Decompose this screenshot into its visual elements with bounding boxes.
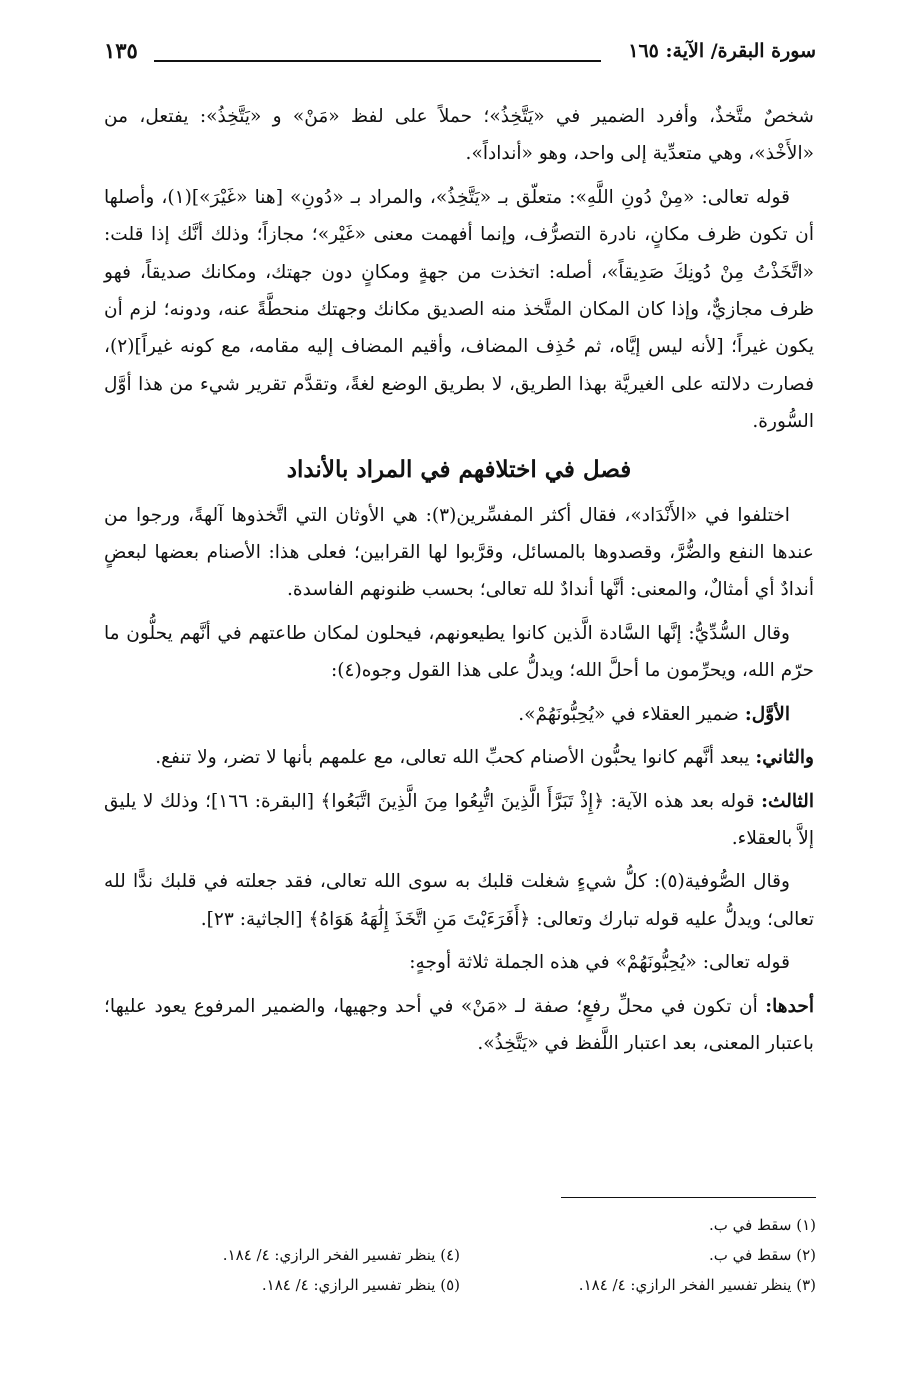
footnote-3: (٣) ينظر تفسير الفخر الرازي: ٤/ ١٨٤. <box>578 1276 816 1294</box>
paragraph-3: اختلفوا في «الأَنْدَاد»، فقال أكثر المفسِّرين(٣): هي الأوثان التي اتَّخذوها آلهةً، ورجوا من عندها النفع والضُّرَّ، وقصدوها بالمسائل، وقرَّبوا لها القرابين؛ فعلى هذا: الأصنام بعضها لبعضٍ أندادٌ أي أمثالٌ، والمعنى: أنَّها أندادٌ لله تعالى؛ بحسب ظنونهم الفاسدة. <box>104 504 814 601</box>
paragraph-9: قوله تعالى: «يُحِبُّونَهُمْ» في هذه الجملة ثلاثة أوجهٍ: <box>409 952 790 974</box>
footnote-separator <box>561 1197 816 1198</box>
paragraph-5-text: ضمير العقلاء في «يُحِبُّونَهُمْ». <box>518 703 739 725</box>
paragraph-7-lead: الثالث: <box>761 790 814 812</box>
paragraph-6-text: يبعد أنَّهم كانوا يحبُّون الأصنام كحبِّ الله تعالى، مع علمهم بأنها لا تضر، ولا تنفع. <box>155 747 750 769</box>
footnote-row-2 <box>104 1240 816 1270</box>
page-number: ١٣٥ <box>104 38 138 63</box>
paragraph-2: قوله تعالى: «مِنْ دُونِ اللَّهِ»: متعلّق بـ «يَتَّخِذُ»، والمراد بـ «دُونِ» [هنا «غَيْرَ»](١)، وأصلها أن تكون ظرف مكانٍ، نادرة التصرُّف، وإنما أفهمت معنى «غَيْر»؛ مجازاً؛ وذلك أنَّك إذا قلت: «اتَّخَذْتُ مِنْ دُونِكَ صَدِيقاً»، أصله: اتخذت من جهةٍ ومكانٍ دون جهتك، ومكانك صديقاً، فهو ظرف مجازيٌّ، وإذا كان المكان المتَّخذ منه الصديق مكانك وجهتك منحطَّةً عنه، ودونه؛ لزم أن يكون غيراً؛ [لأنه ليس إيَّاه، ثم حُذِف المضاف، وأقيم المضاف إليه مقامه، مع كونه غيراً](٢)، فصارت دلالته على الغيريَّة بهذا الطريق، لا بطريق الوضع لغةً، وتقدَّم تقرير شيء من هذا أوَّل السُّورة. <box>104 186 814 433</box>
paragraph-5 <box>104 696 814 733</box>
paragraph-7-text: قوله بعد هذه الآية: ﴿إِذْ تَبَرَّأَ الَّذِينَ اتُّبِعُوا مِنَ الَّذِينَ اتَّبَعُوا﴾ [البقرة: ١٦٦]؛ وذلك لا يليق إلاَّ بالعقلاء. <box>104 790 814 849</box>
main-text <box>104 98 814 1068</box>
footnotes <box>104 1210 816 1300</box>
paragraph-6 <box>104 739 814 776</box>
running-header <box>104 34 816 74</box>
footnote-5: (٥) ينظر تفسير الرازي: ٤/ ١٨٤. <box>261 1276 460 1294</box>
paragraph-10-text: أن تكون في محلِّ رفعٍ؛ صفة لـ «مَنْ» في أحد وجهيها، والضمير المرفوع يعود عليها؛ باعتبار المعنى، بعد اعتبار اللَّفظ في «يَتَّخِذُ». <box>104 995 814 1054</box>
footnote-4: (٤) ينظر تفسير الفخر الرازي: ٤/ ١٨٤. <box>222 1246 460 1264</box>
section-heading: فصل في اختلافهم في المراد بالأنداد <box>286 455 632 483</box>
footnote-row-1 <box>104 1210 816 1240</box>
paragraph-5-lead: الأوَّل: <box>744 703 790 725</box>
paragraph-10-lead: أحدها: <box>765 995 814 1017</box>
paragraph-8: وقال الصُّوفية(٥): كلُّ شيءٍ شغلت قلبك به سوى الله تعالى، فقد جعلته في قلبك ندًّا لله تعالى؛ ويدلُّ عليه قوله تبارك وتعالى: ﴿أَفَرَءَيْتَ مَنِ اتَّخَذَ إِلَٰهَهُ هَوَاهُ﴾ [الجاثية: ٢٣]. <box>104 871 814 930</box>
footnote-row-3 <box>104 1270 816 1300</box>
paragraph-7 <box>104 783 814 858</box>
header-title: سورة البقرة/ الآية: ١٦٥ <box>628 40 816 62</box>
footnote-empty <box>104 1210 460 1240</box>
paragraph-6-lead: والثاني: <box>755 747 814 769</box>
footnote-2: (٢) سقط في ب. <box>708 1246 816 1264</box>
paragraph-4: وقال السُّدِّيُّ: إنَّها السَّادة الَّذين كانوا يطيعونهم، فيحلون لمكان طاعتهم في أنَّهم يحلُّون ما حرّم الله، ويحرِّمون ما أحلَّ الله؛ ويدلُّ على هذا القول وجوه(٤): <box>104 622 814 682</box>
footnote-1: (١) سقط في ب. <box>708 1216 816 1234</box>
header-rule <box>154 60 601 62</box>
paragraph-1: شخصٌ متَّخذٌ، وأفرد الضمير في «يَتَّخِذُ»؛ حملاً على لفظ «مَنْ» و «يَتَّخِذُ»: يفتعل، من «الأَخْذ»، وهي متعدِّية إلى واحد، وهو «أنداداً». <box>104 106 814 165</box>
paragraph-10 <box>104 988 814 1063</box>
